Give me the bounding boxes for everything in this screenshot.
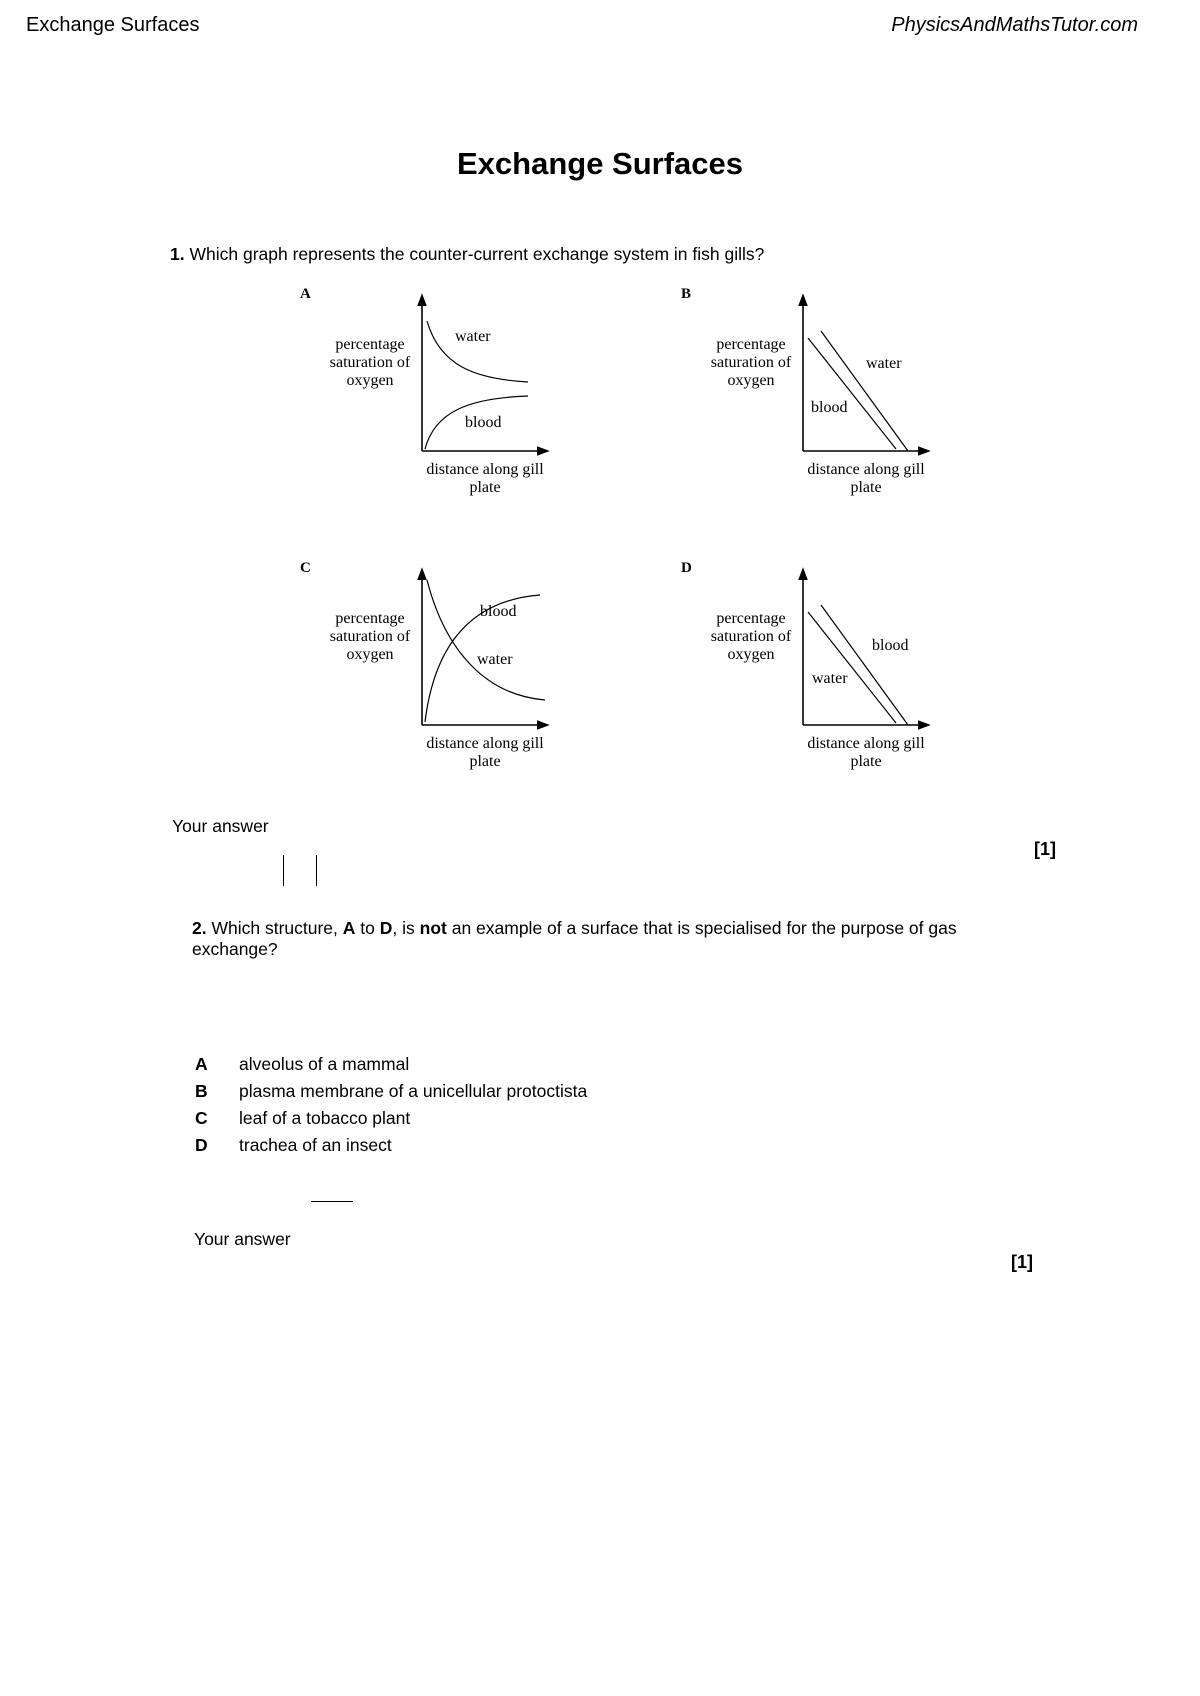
option-letter: A [195,1054,208,1074]
graph-a-top-label: water [455,328,491,345]
question-1-number: 1. [170,244,185,264]
question-2-text-to: to [355,918,380,938]
graph-b-top-label: water [866,355,902,372]
graph-a-ylabel: percentage saturation of oxygen [329,336,411,389]
graph-b-ylabel: percentage saturation of oxygen [710,336,792,389]
graph-d-water-line [808,612,896,723]
graph-c-water-curve [427,580,545,700]
question-2-text-a: A [342,918,356,938]
question-2-number: 2. [192,918,207,938]
header-left: Exchange Surfaces [26,14,200,36]
question-2-marks: [1] [1011,1252,1033,1272]
question-1-answer-box[interactable] [283,855,317,886]
graph-d-letter: D [681,560,692,576]
option-letter: D [195,1135,208,1155]
page-title: Exchange Surfaces [456,146,744,181]
option-text: plasma membrane of a unicellular protoctista [239,1081,588,1101]
question-2-text-d: D [379,918,393,938]
question-2-option-b [195,1081,587,1102]
graph-d [676,560,1036,800]
question-2-option-a [195,1054,409,1075]
graph-b [676,286,1036,526]
graph-d-top-label: blood [872,637,909,654]
graph-b-xlabel: distance along gill plate [807,461,925,496]
option-letter: B [195,1081,208,1101]
graph-d-xlabel: distance along gill plate [807,735,925,770]
question-1-answer-label: Your answer [172,816,269,836]
graph-c [295,560,655,800]
graph-c-bottom-label: water [477,651,513,668]
question-2-answer-line[interactable] [311,1201,353,1202]
graph-b-letter: B [681,286,692,302]
graph-c-letter: C [300,560,311,576]
graph-c-ylabel: percentage saturation of oxygen [329,610,411,663]
option-letter: C [195,1108,208,1128]
graph-d-ylabel: percentage saturation of oxygen [710,610,792,663]
question-2-text-is: , is [392,918,420,938]
graph-a [295,286,655,526]
question-2-text-post: an example of a surface that is specialised for the purpose of gas exchange? [192,918,957,959]
question-1-text: Which graph represents the counter-current exchange system in fish gills? [189,244,765,264]
question-1 [170,244,1070,265]
option-text: leaf of a tobacco plant [239,1108,411,1128]
question-2 [192,918,1012,960]
option-text: trachea of an insect [239,1135,392,1155]
graph-c-top-label: blood [480,603,517,620]
header-right: PhysicsAndMathsTutor.com [891,14,1138,36]
question-1-marks: [1] [1034,839,1056,859]
graph-a-bottom-label: blood [465,414,502,431]
graph-a-letter: A [300,286,311,302]
option-text: alveolus of a mammal [239,1054,410,1074]
question-2-option-c [195,1108,410,1129]
graph-b-bottom-label: blood [811,399,848,416]
question-2-text-not: not [419,918,447,938]
graph-a-xlabel: distance along gill plate [426,461,544,496]
graph-d-blood-line [821,605,908,725]
question-2-option-d [195,1135,392,1156]
graph-c-xlabel: distance along gill plate [426,735,544,770]
question-2-answer-label: Your answer [194,1229,291,1249]
graph-d-bottom-label: water [812,670,848,687]
question-2-text-pre: Which structure, [211,918,343,938]
graph-b-water-line [821,331,908,451]
